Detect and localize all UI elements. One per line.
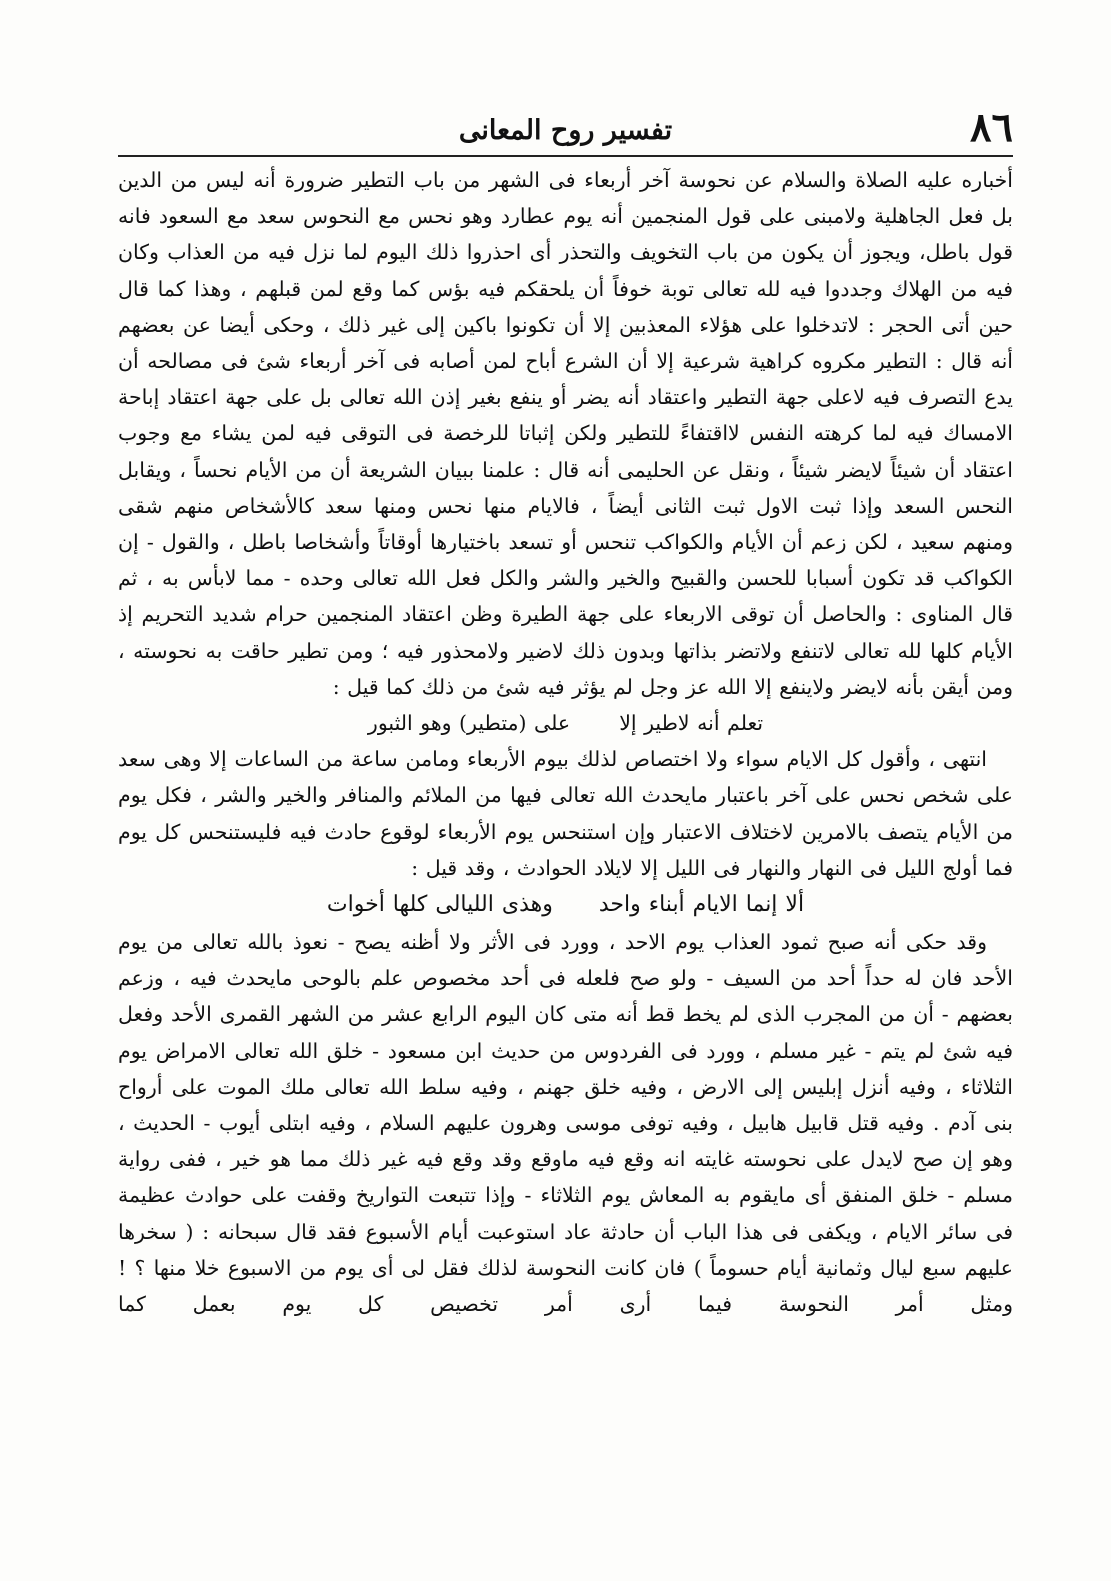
header-rule [118, 155, 1013, 157]
verse-2-hemistich-1: ألا إنما الايام أبناء واحد [598, 892, 805, 918]
page-header [118, 104, 1013, 154]
verse-1-hemistich-1: تعلم أنه لاطير إلا [619, 711, 764, 736]
paragraph-3: وقد حكى أنه صبح ثمود العذاب يوم الاحد ، وورد فى الأثر ولا أظنه يصح - نعوذ بالله تعالى من يوم الأحد فان له حداً أحد من السيف - ولو صح فلعله فى أحد مخصوص علم بالوحى مايحدث فيه ، وزعم بعضهم - أن من المجرب الذى لم يخط قط أنه متى كان اليوم الرابع عشر من الشهر القمرى الأحد وفعل فيه شئ لم يتم - غير مسلم ، وورد فى الفردوس من حديث ابن مسعود - خلق الله تعالى الامراض يوم الثلاثاء ، وفيه أنزل إبليس إلى الارض ، وفيه خلق جهنم ، وفيه سلط الله تعالى ملك الموت على أرواح بنى آدم . وفيه قتل قابيل هابيل ، وفيه توفى موسى وهرون عليهم السلام ، وفيه ابتلى أيوب - الحديث ، وهو إن صح لايدل على نحوسته غايته انه وقع فيه ماوقع وقد وقع فيه غير ذلك مما هو خير ، ففى رواية مسلم - خلق المنفق أى مايقوم به المعاش يوم الثلاثاء - وإذا تتبعت التواريخ وقفت على حوادث عظيمة فى سائر الايام ، ويكفى فى هذا الباب أن حادثة عاد استوعبت أيام الأسبوع فقد قال سبحانه : ( سخرها عليهم سبع ليال وثمانية أيام حسوماً ) فان كانت النحوسة لذلك فقل لى أى يوم من الاسبوع خلا منها ؟ ! ومثل أمر النحوسة فيما أرى أمر تخصيص كل يوم بعمل كما [118, 930, 1013, 1317]
paragraph-1: أخباره عليه الصلاة والسلام عن نحوسة آخر أربعاء فى الشهر من باب التطير ضرورة أنه ليس من الدين بل فعل الجاهلية ولامبنى على قول المنجمين أنه يوم عطارد وهو نحس مع النحوس سعد مع السعود فانه قول باطل، ويجوز أن يكون من باب التخويف والتحذر أى احذروا ذلك اليوم لما نزل فيه من العذاب وكان فيه من الهلاك وجددوا فيه لله تعالى توبة خوفاً أن يلحقكم فيه بؤس كما وقع لمن قبلهم ، وهذا كما قال حين أتى الحجر : لاتدخلوا على هؤلاء المعذبين إلا أن تكونوا باكين إلى غير ذلك ، وحكى أيضا عن بعضهم أنه قال : التطير مكروه كراهية شرعية إلا أن الشرع أباح لمن أصابه فى آخر أربعاء شئ فى مصالحه أن يدع التصرف فيه لاعلى جهة التطير واعتقاد أنه يضر أو ينفع بغير إذن الله تعالى بل على جهة اعتقاد إباحة الامساك فيه لما كرهته النفس لااقتفاءً للتطير ولكن إثباتا للرخصة فى التوقى فيه لمن يشاء مع وجوب اعتقاد أن شيئاً لايضر شيئاً ، ونقل عن الحليمى أنه قال : علمنا ببيان الشريعة أن من الأيام نحساً ، ويقابل النحس السعد وإذا ثبت الاول ثبت الثانى أيضاً ، فالايام منها نحس ومنها سعد كالأشخاص منهم شقى ومنهم سعيد ، لكن زعم أن الأيام والكواكب تنحس أو تسعد باختيارها أوقاتاً وأشخاصا باطل ، والقول - إن الكواكب قد تكون أسبابا للحسن والقبيح والخير والشر والكل فعل الله تعالى وحده - مما لابأس به ، ثم قال المناوى : والحاصل أن توقى الاربعاء على جهة الطيرة وظن اعتقاد المنجمين حرام شديد التحريم إذ الأيام كلها لله تعالى لاتنفع ولاتضر بذاتها وبدون ذلك لاضير ولامحذور فيه ؛ ومن تطير حاقت به نحوسته ، ومن أيقن بأنه لايضر ولاينفع إلا الله عز وجل لم يؤثر فيه شئ من ذلك كما قيل : [118, 168, 1013, 699]
verse-1-hemistich-2: على (متطير) وهو الثبور [367, 711, 571, 736]
verse-2-hemistich-2: وهذى الليالى كلها أخوات [326, 892, 553, 918]
verse-2 [118, 886, 1013, 924]
verse-1 [118, 705, 1013, 741]
running-title: تفسير روح المعانى [458, 115, 673, 146]
page-number: ٨٦ [970, 104, 1013, 151]
page-body [118, 162, 1013, 1322]
paragraph-2: انتهى ، وأقول كل الايام سواء ولا اختصاص لذلك بيوم الأربعاء ومامن ساعة من الساعات إلا وهى سعد على شخص نحس على آخر باعتبار مايحدث الله تعالى فيها من الملائم والمنافر والخير والشر ، فكل يوم من الأيام يتصف بالامرين لاختلاف الاعتبار وإن استنحس يوم الأربعاء لوقوع حادث فيه فليستنحس كل يوم فما أولج الليل فى النهار والنهار فى الليل إلا لايلاد الحوادث ، وقد قيل : [118, 747, 1013, 880]
